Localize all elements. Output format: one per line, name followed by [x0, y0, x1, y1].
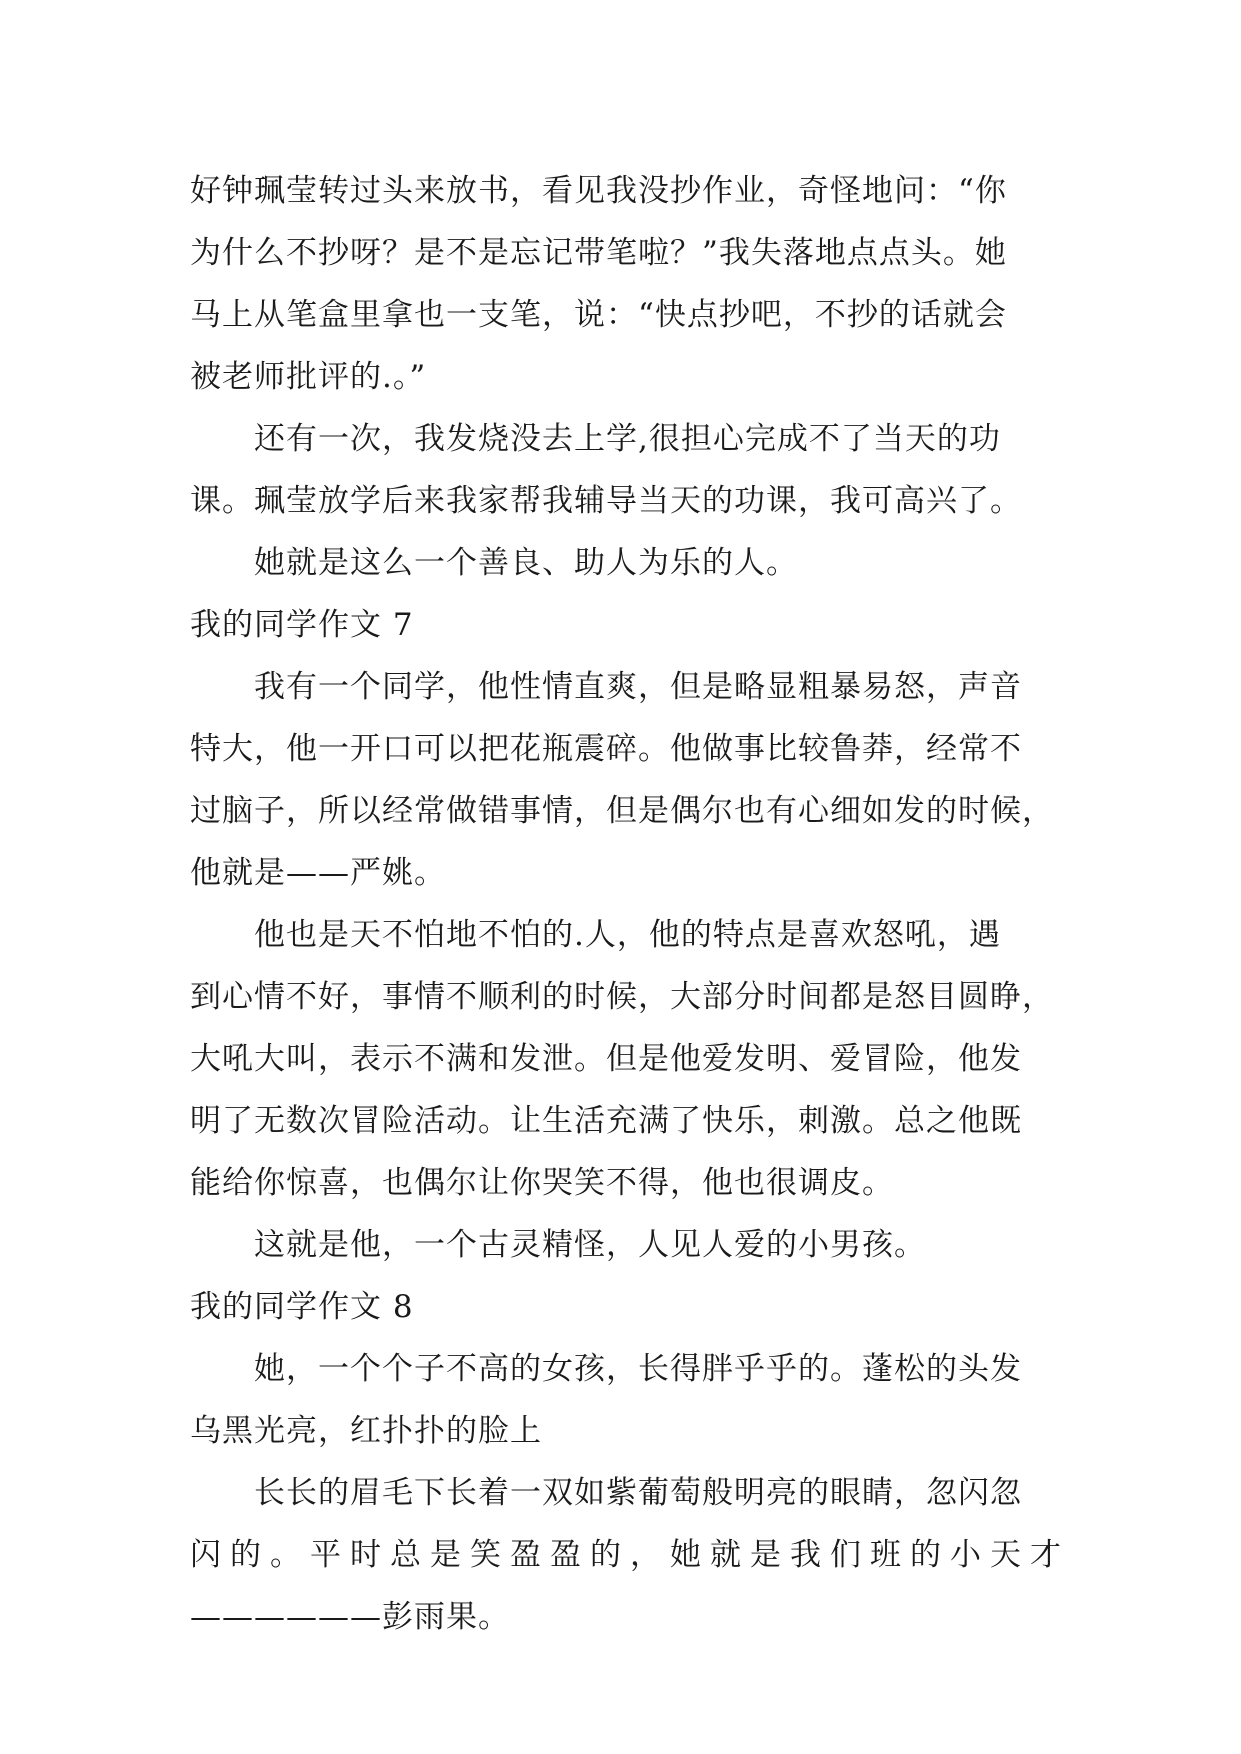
text-line: 大吼大叫，表示不满和发泄。但是他爱发明、爱冒险，他发 [190, 1041, 1022, 1077]
text-line: 课。珮莹放学后来我家帮我辅导当天的功课，我可高兴了。 [190, 483, 1022, 519]
section-heading [190, 1276, 1052, 1338]
text-line: 特大，他一开口可以把花瓶震碎。他做事比较鲁莽，经常不 [190, 731, 1022, 767]
heading-text: 我的同学作文 8 [190, 1289, 414, 1325]
text-line: ——————彭雨果。 [190, 1599, 510, 1635]
text-line: 被老师批评的.。” [190, 359, 427, 395]
text-line: 长长的眉毛下长着一双如紫葡萄般明亮的眼睛，忽闪忽 [254, 1475, 1022, 1511]
text-line: 闪的。平时总是笑盈盈的，她就是我们班的小天才 [190, 1537, 1070, 1573]
text-line: 过脑子，所以经常做错事情，但是偶尔也有心细如发的时候， [190, 793, 1054, 829]
text-line: 到心情不好，事情不顺利的时候，大部分时间都是怒目圆睁， [190, 979, 1054, 1015]
paragraph [190, 904, 1052, 1214]
text-line: 马上从笔盒里拿也一支笔，说：“快点抄吧，不抄的话就会 [190, 297, 1007, 333]
paragraph [190, 160, 1052, 408]
paragraph [190, 656, 1052, 904]
text-line: 这就是他，一个古灵精怪，人见人爱的小男孩。 [254, 1227, 926, 1263]
text-line: 她就是这么一个善良、助人为乐的人。 [254, 545, 798, 581]
text-line: 他就是——严姚。 [190, 855, 446, 891]
text-line: 为什么不抄呀？是不是忘记带笔啦？”我失落地点点头。她 [190, 235, 1007, 271]
section-heading [190, 594, 1052, 656]
text-line: 还有一次，我发烧没去上学,很担心完成不了当天的功 [254, 421, 1001, 457]
text-line: 我有一个同学，他性情直爽，但是略显粗暴易怒，声音 [254, 669, 1022, 705]
text-line: 好钟珮莹转过头来放书，看见我没抄作业，奇怪地问：“你 [190, 173, 1007, 209]
paragraph [190, 408, 1052, 532]
heading-text: 我的同学作文 7 [190, 607, 414, 643]
text-line: 明了无数次冒险活动。让生活充满了快乐，刺激。总之他既 [190, 1103, 1022, 1139]
text-line: 乌黑光亮，红扑扑的脸上 [190, 1413, 542, 1449]
paragraph [190, 1214, 1052, 1276]
paragraph [190, 532, 1052, 594]
text-line: 她，一个个子不高的女孩，长得胖乎乎的。蓬松的头发 [254, 1351, 1022, 1387]
paragraph [190, 1338, 1052, 1462]
paragraph [190, 1462, 1070, 1648]
text-line: 能给你惊喜，也偶尔让你哭笑不得，他也很调皮。 [190, 1165, 894, 1201]
text-line: 他也是天不怕地不怕的.人，他的特点是喜欢怒吼，遇 [254, 917, 1001, 953]
document-body [190, 160, 1070, 1648]
